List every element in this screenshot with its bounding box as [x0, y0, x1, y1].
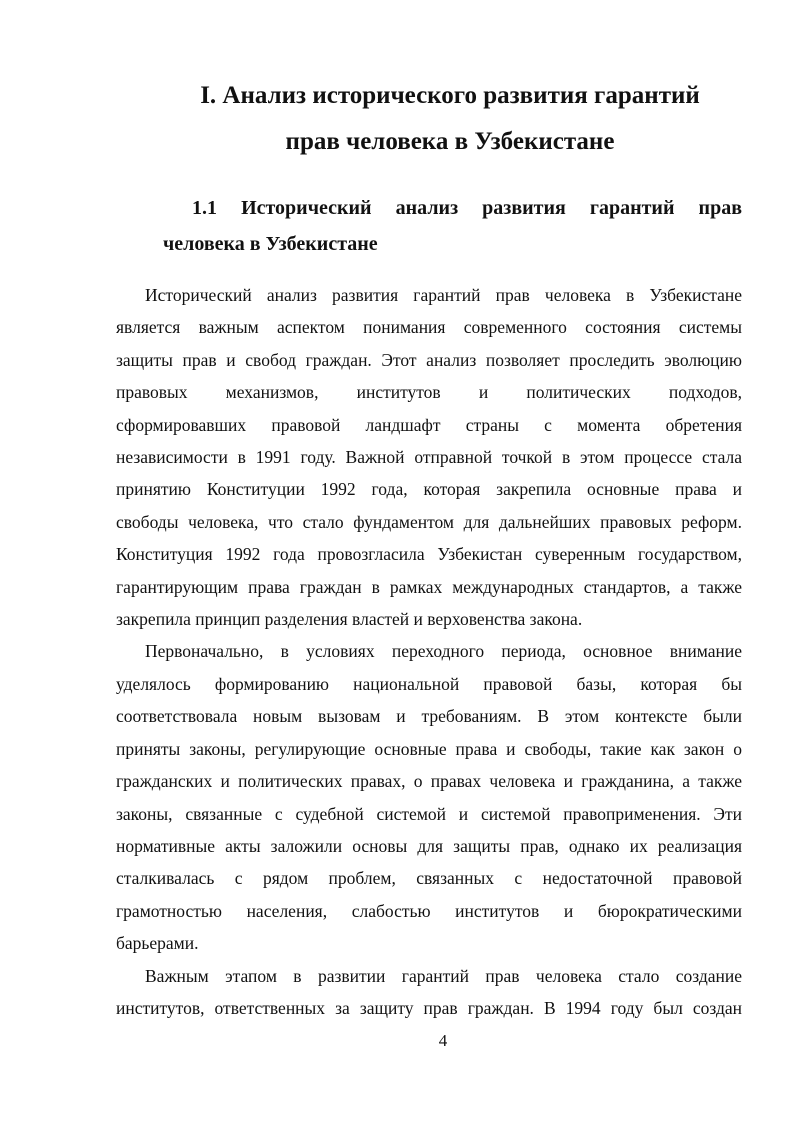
section-title: [163, 190, 742, 262]
text-line: сталкивалась с рядом проблем, связанных с недостаточной правовой: [116, 868, 742, 889]
text-line: закрепила принцип разделения властей и верховенства закона.: [116, 609, 583, 630]
text-line: грамотностью населения, слабостью институтов и бюрократическими: [116, 900, 742, 921]
body-text: [116, 279, 742, 1024]
text-line: Первоначально, в условиях переходного периода, основное внимание: [145, 641, 742, 662]
text-line: приняты законы, регулирующие основные права и свободы, такие как закон о: [116, 738, 742, 759]
text-line: свободы человека, что стало фундаментом для дальнейших правовых реформ.: [116, 511, 742, 532]
chapter-title: [100, 73, 800, 165]
text-line: Конституция 1992 года провозгласила Узбекистан суверенным государством,: [116, 544, 742, 565]
text-line: соответствовала новым вызовам и требованиям. В этом контексте были: [116, 706, 742, 727]
text-line: гарантирующим права граждан в рамках международных стандартов, а также: [116, 576, 742, 597]
text-line: принятию Конституции 1992 года, которая закрепила основные права и: [116, 479, 742, 500]
text-line: Важным этапом в развитии гарантий прав человека стало создание: [145, 965, 742, 986]
paragraph-2: [116, 635, 742, 959]
page-number: 4: [438, 1031, 448, 1050]
text-line: уделялось формированию национальной правовой базы, которая бы: [116, 673, 742, 694]
text-line: сформировавших правовой ландшафт страны с момента обретения: [116, 414, 742, 435]
text-line: гражданских и политических правах, о правах человека и гражданина, а также: [116, 771, 742, 792]
paragraph-3: [116, 960, 742, 1025]
text-line: барьерами.: [116, 933, 199, 954]
text-line: защиты прав и свобод граждан. Этот анализ позволяет проследить эволюцию: [116, 349, 742, 370]
text-line: правовых механизмов, институтов и политических подходов,: [116, 382, 742, 403]
text-line: нормативные акты заложили основы для защиты прав, однако их реализация: [116, 835, 742, 856]
chapter-title-line-1: I. Анализ исторического развития гарантий: [200, 82, 700, 109]
text-line: Исторический анализ развития гарантий прав человека в Узбекистане: [145, 285, 742, 305]
text-line: институтов, ответственных за защиту прав граждан. В 1994 году был создан: [116, 997, 742, 1018]
chapter-title-line-2: прав человека в Узбекистане: [285, 128, 615, 155]
section-title-line-2: человека в Узбекистане: [163, 233, 378, 255]
text-line: законы, связанные с судебной системой и системой правоприменения. Эти: [116, 803, 742, 824]
section-title-line-1: 1.1 Исторический анализ развития гарантий прав: [192, 197, 742, 219]
text-line: является важным аспектом понимания современного состояния системы: [116, 317, 742, 338]
paragraph-1: [116, 279, 742, 635]
text-line: независимости в 1991 году. Важной отправной точкой в этом процессе стала: [116, 447, 742, 468]
